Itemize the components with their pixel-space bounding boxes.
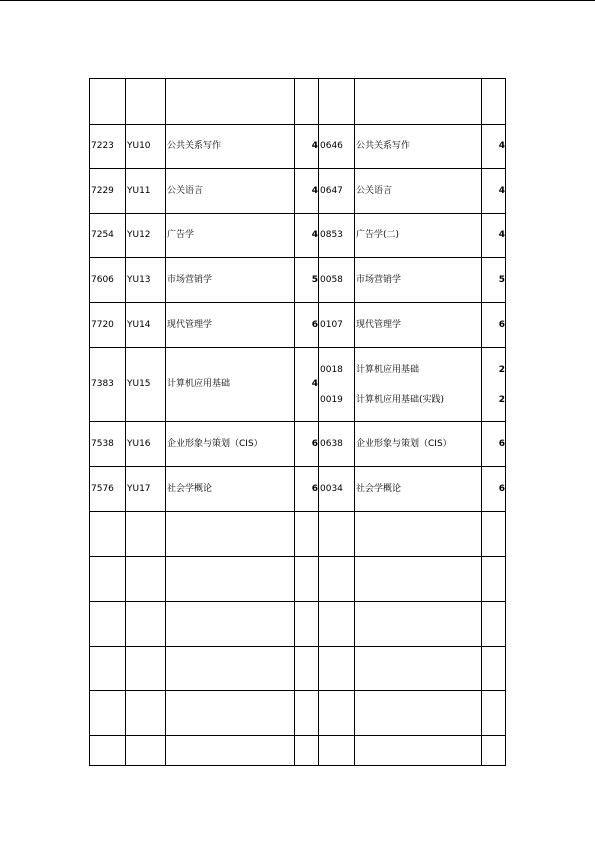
credit-cell: 6: [295, 303, 319, 348]
exam-name-cell: 广告学(二): [355, 214, 482, 258]
exam-name-cell: [355, 512, 482, 557]
exam-name-cell: [355, 79, 482, 125]
course-name-cell: 企业形象与策划（CIS）: [166, 422, 295, 467]
plan-code-cell: 7254: [90, 214, 126, 258]
table-row: [90, 79, 506, 125]
exam-code-cell: [319, 736, 355, 766]
exam-credit-cell: [482, 348, 506, 422]
exam-name-cell: 社会学概论: [355, 467, 482, 512]
exam-name-cell: 市场营销学: [355, 258, 482, 303]
exam-name-cell: 企业形象与策划（CIS）: [355, 422, 482, 467]
credit-cell: [295, 647, 319, 691]
course-table: [89, 78, 506, 766]
plan-code-cell: [90, 736, 126, 766]
plan-code-cell: [90, 512, 126, 557]
table-row: [90, 557, 506, 602]
credit-cell: 6: [295, 422, 319, 467]
exam-credit-cell: [482, 512, 506, 557]
table-row: [90, 736, 506, 766]
credit-cell: 4: [295, 348, 319, 422]
table-row: [90, 303, 506, 348]
plan-code-cell: 7229: [90, 169, 126, 214]
course-code-cell: [126, 602, 166, 647]
course-code-cell: YU10: [126, 125, 166, 169]
course-code-cell: YU14: [126, 303, 166, 348]
exam-code-cell: [319, 647, 355, 691]
exam-name-cell: [355, 691, 482, 736]
course-name-cell: [166, 691, 295, 736]
course-code-cell: [126, 557, 166, 602]
credit-cell: [295, 512, 319, 557]
exam-credit-cell: 4: [482, 169, 506, 214]
course-name-cell: 公关语言: [166, 169, 295, 214]
exam-name-cell: [355, 602, 482, 647]
exam-name-cell: [355, 736, 482, 766]
plan-code-cell: 7223: [90, 125, 126, 169]
course-name-cell: 公共关系写作: [166, 125, 295, 169]
credit-cell: [295, 691, 319, 736]
exam-code-cell: [319, 691, 355, 736]
exam-credit-cell: [482, 647, 506, 691]
course-name-cell: [166, 512, 295, 557]
course-code-cell: YU17: [126, 467, 166, 512]
exam-credit-cell: 4: [482, 125, 506, 169]
exam-code-cell: 0638: [319, 422, 355, 467]
exam-code: 0019: [320, 394, 343, 405]
credit-cell: [295, 602, 319, 647]
exam-credit-cell: 6: [482, 467, 506, 512]
exam-name-cell: 公共关系写作: [355, 125, 482, 169]
exam-name: 计算机应用基础: [356, 364, 420, 375]
exam-credit-cell: 6: [482, 303, 506, 348]
exam-code-cell: [319, 348, 355, 422]
table-row: [90, 512, 506, 557]
plan-code-cell: 7383: [90, 348, 126, 422]
plan-code-cell: [90, 557, 126, 602]
table-row: [90, 602, 506, 647]
plan-code-cell: [90, 79, 126, 125]
exam-code-cell: 0853: [319, 214, 355, 258]
exam-code-cell: [319, 79, 355, 125]
course-name-cell: 计算机应用基础: [166, 348, 295, 422]
course-name-cell: 社会学概论: [166, 467, 295, 512]
plan-code-cell: 7606: [90, 258, 126, 303]
exam-name-cell: 现代管理学: [355, 303, 482, 348]
credit-cell: 5: [295, 258, 319, 303]
table-row: [90, 214, 506, 258]
exam-code-cell: 0647: [319, 169, 355, 214]
course-name-cell: [166, 647, 295, 691]
course-name-cell: 市场营销学: [166, 258, 295, 303]
exam-name-cell: 公关语言: [355, 169, 482, 214]
course-code-cell: [126, 79, 166, 125]
exam-credit: 2: [498, 364, 505, 375]
table-body: [90, 79, 506, 766]
plan-code-cell: [90, 602, 126, 647]
course-code-cell: YU11: [126, 169, 166, 214]
credit-cell: [295, 557, 319, 602]
exam-name-cell: [355, 557, 482, 602]
course-code-cell: [126, 691, 166, 736]
table-row: [90, 691, 506, 736]
exam-code-cell: 0107: [319, 303, 355, 348]
plan-code-cell: 7538: [90, 422, 126, 467]
course-code-cell: [126, 512, 166, 557]
exam-name-cell: [355, 647, 482, 691]
course-name-cell: 广告学: [166, 214, 295, 258]
credit-cell: [295, 79, 319, 125]
table-row: [90, 125, 506, 169]
course-name-cell: [166, 79, 295, 125]
credit-cell: 4: [295, 125, 319, 169]
table-row: [90, 258, 506, 303]
exam-code: 0018: [320, 364, 343, 375]
exam-code-cell: 0646: [319, 125, 355, 169]
exam-name-cell: [355, 348, 482, 422]
credit-cell: 4: [295, 169, 319, 214]
course-code-cell: [126, 647, 166, 691]
exam-credit-cell: 4: [482, 214, 506, 258]
credit-cell: 4: [295, 214, 319, 258]
exam-credit-cell: 5: [482, 258, 506, 303]
exam-credit: 2: [498, 394, 505, 405]
exam-code-cell: [319, 557, 355, 602]
credit-cell: 6: [295, 467, 319, 512]
exam-name: 计算机应用基础(实践): [356, 394, 445, 405]
course-name-cell: [166, 736, 295, 766]
plan-code-cell: 7720: [90, 303, 126, 348]
table-row: [90, 169, 506, 214]
course-name-cell: [166, 602, 295, 647]
exam-code-cell: [319, 512, 355, 557]
course-code-cell: YU13: [126, 258, 166, 303]
course-code-cell: YU16: [126, 422, 166, 467]
table-row: [90, 422, 506, 467]
exam-credit-cell: [482, 602, 506, 647]
course-code-cell: [126, 736, 166, 766]
exam-credit-cell: 6: [482, 422, 506, 467]
exam-credit-cell: [482, 736, 506, 766]
plan-code-cell: [90, 691, 126, 736]
exam-credit-cell: [482, 79, 506, 125]
table-row: [90, 647, 506, 691]
top-rule: [0, 0, 595, 1]
exam-code-cell: 0034: [319, 467, 355, 512]
exam-credit-cell: [482, 557, 506, 602]
course-name-cell: [166, 557, 295, 602]
exam-code-cell: 0058: [319, 258, 355, 303]
table-row: [90, 348, 506, 422]
credit-cell: [295, 736, 319, 766]
course-code-cell: YU12: [126, 214, 166, 258]
plan-code-cell: 7576: [90, 467, 126, 512]
plan-code-cell: [90, 647, 126, 691]
table-row: [90, 467, 506, 512]
exam-code-cell: [319, 602, 355, 647]
course-code-cell: YU15: [126, 348, 166, 422]
exam-credit-cell: [482, 691, 506, 736]
course-name-cell: 现代管理学: [166, 303, 295, 348]
